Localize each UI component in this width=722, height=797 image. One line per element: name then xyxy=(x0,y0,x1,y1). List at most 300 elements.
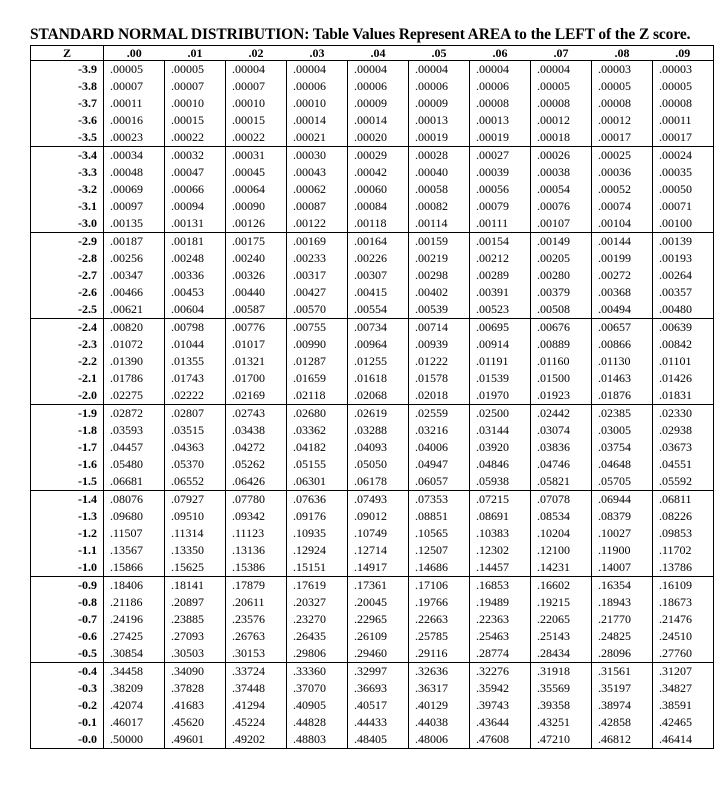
area-value-cell: .00889 xyxy=(531,336,592,353)
column-header: .04 xyxy=(348,46,409,61)
area-value-cell: .10204 xyxy=(531,525,592,542)
area-value-cell: .04846 xyxy=(470,456,531,473)
area-value-cell: .00043 xyxy=(287,164,348,181)
z-score-cell: -2.6 xyxy=(31,284,104,301)
area-value-cell: .01786 xyxy=(110,371,143,385)
table-row xyxy=(31,267,714,284)
area-value-cell: .43644 xyxy=(470,714,531,731)
area-value-cell: .05262 xyxy=(226,456,287,473)
area-value-cell: .27760 xyxy=(653,645,714,663)
area-value-cell: .00060 xyxy=(348,181,409,198)
area-value-cell: .00025 xyxy=(592,147,653,165)
area-value-cell: .04272 xyxy=(226,439,287,456)
area-value-cell: .47210 xyxy=(531,731,592,749)
area-value-cell: .03515 xyxy=(165,422,226,439)
area-value-cell: .32997 xyxy=(348,663,409,681)
area-value-cell: .18673 xyxy=(653,594,714,611)
area-value-cell: .11900 xyxy=(592,542,653,559)
area-value-cell: .00010 xyxy=(165,95,226,112)
area-value-cell: .08851 xyxy=(409,508,470,525)
area-value-cell: .01101 xyxy=(653,353,714,370)
area-value-cell: .01831 xyxy=(653,387,714,405)
area-value-cell: .40129 xyxy=(409,697,470,714)
area-value-cell: .28774 xyxy=(470,645,531,663)
area-value-cell: .22965 xyxy=(348,611,409,628)
table-row xyxy=(31,405,714,423)
area-value-cell: .00007 xyxy=(226,78,287,95)
area-value-cell: .00014 xyxy=(348,112,409,129)
column-header: .05 xyxy=(409,46,470,61)
z-score-cell: -1.4 xyxy=(31,491,104,509)
z-score-cell: -2.5 xyxy=(31,301,104,319)
area-value-cell: .46812 xyxy=(592,731,653,749)
area-value-cell: .38591 xyxy=(653,697,714,714)
area-value-cell: .01287 xyxy=(287,353,348,370)
area-value-cell: .00264 xyxy=(653,267,714,284)
area-value-cell: .02275 xyxy=(104,387,165,405)
area-value-cell: .02222 xyxy=(165,387,226,405)
z-score-cell: -0.9 xyxy=(31,577,104,595)
area-value-cell: .32276 xyxy=(470,663,531,681)
table-row xyxy=(31,439,714,456)
area-value-cell: .00024 xyxy=(653,147,714,165)
table-row xyxy=(31,181,714,198)
area-value-cell: .14231 xyxy=(531,559,592,577)
area-value-cell: .00154 xyxy=(470,233,531,251)
area-value-cell: .00776 xyxy=(226,319,287,337)
area-value-cell: .00939 xyxy=(409,336,470,353)
area-value-cell: .00440 xyxy=(226,284,287,301)
area-value-cell: .14917 xyxy=(348,559,409,577)
z-score-cell: -0.4 xyxy=(31,663,104,681)
area-value-cell: .00135 xyxy=(104,215,165,233)
area-value-cell: .00604 xyxy=(165,301,226,319)
area-value-cell: .13350 xyxy=(165,542,226,559)
z-score-cell: -2.1 xyxy=(31,370,104,387)
area-value-cell: .37828 xyxy=(165,680,226,697)
area-value-cell: .01130 xyxy=(592,353,653,370)
z-score-cell: -2.2 xyxy=(31,353,104,370)
table-row xyxy=(31,61,714,79)
table-row xyxy=(31,215,714,233)
area-value-cell: .41683 xyxy=(165,697,226,714)
area-value-cell: .05050 xyxy=(348,456,409,473)
area-value-cell: .00022 xyxy=(165,129,226,147)
area-value-cell: .49202 xyxy=(226,731,287,749)
area-value-cell: .45224 xyxy=(226,714,287,731)
area-value-cell: .16109 xyxy=(653,577,714,595)
area-value-cell: .00014 xyxy=(287,112,348,129)
area-value-cell: .01160 xyxy=(531,353,592,370)
table-row xyxy=(31,370,714,387)
area-value-cell: .11702 xyxy=(653,542,714,559)
area-value-cell: .47608 xyxy=(470,731,531,749)
area-value-cell: .13786 xyxy=(653,559,714,577)
area-value-cell: .03074 xyxy=(531,422,592,439)
column-header: .00 xyxy=(104,46,165,61)
area-value-cell: .01618 xyxy=(348,370,409,387)
area-value-cell: .04746 xyxy=(531,456,592,473)
area-value-cell: .00015 xyxy=(165,112,226,129)
area-value-cell: .08534 xyxy=(531,508,592,525)
area-value-cell: .01222 xyxy=(409,353,470,370)
area-value-cell: .04457 xyxy=(110,440,143,454)
area-value-cell: .00554 xyxy=(348,301,409,319)
area-value-cell: .07215 xyxy=(470,491,531,509)
area-value-cell: .00040 xyxy=(409,164,470,181)
table-row xyxy=(31,697,714,714)
table-row xyxy=(31,387,714,405)
area-value-cell: .09012 xyxy=(348,508,409,525)
z-score-cell: -3.6 xyxy=(31,112,104,129)
area-value-cell: .00539 xyxy=(409,301,470,319)
area-value-cell: .00031 xyxy=(226,147,287,165)
area-value-cell: .19215 xyxy=(531,594,592,611)
area-value-cell: .00280 xyxy=(531,267,592,284)
area-value-cell: .02619 xyxy=(348,405,409,423)
area-value-cell: .02018 xyxy=(409,387,470,405)
area-value-cell: .01743 xyxy=(165,370,226,387)
area-value-cell: .00011 xyxy=(110,96,143,110)
area-value-cell: .01426 xyxy=(653,370,714,387)
area-value-cell: .00004 xyxy=(226,61,287,79)
z-score-cell: -0.1 xyxy=(31,714,104,731)
area-value-cell: .00008 xyxy=(653,95,714,112)
area-value-cell: .25143 xyxy=(531,628,592,645)
table-row xyxy=(31,525,714,542)
area-value-cell: .00015 xyxy=(226,112,287,129)
area-value-cell: .00494 xyxy=(592,301,653,319)
table-row xyxy=(31,577,714,595)
area-value-cell: .00018 xyxy=(531,129,592,147)
z-score-cell: -3.9 xyxy=(31,61,104,79)
area-value-cell: .00020 xyxy=(348,129,409,147)
area-value-cell: .50000 xyxy=(104,731,165,749)
area-value-cell: .00175 xyxy=(226,233,287,251)
area-value-cell: .27425 xyxy=(110,629,143,643)
area-value-cell: .03593 xyxy=(110,423,143,437)
z-score-cell: -0.5 xyxy=(31,645,104,663)
z-score-cell: -2.9 xyxy=(31,233,104,251)
table-row xyxy=(31,456,714,473)
table-row xyxy=(31,353,714,370)
area-value-cell: .15151 xyxy=(287,559,348,577)
area-value-cell: .31561 xyxy=(592,663,653,681)
area-value-cell: .18943 xyxy=(592,594,653,611)
table-body xyxy=(31,61,714,749)
area-value-cell: .16602 xyxy=(531,577,592,595)
area-value-cell: .22363 xyxy=(470,611,531,628)
area-value-cell: .00097 xyxy=(110,199,143,213)
area-value-cell: .16853 xyxy=(470,577,531,595)
area-value-cell: .05938 xyxy=(470,473,531,491)
z-score-cell: -0.8 xyxy=(31,594,104,611)
area-value-cell: .35569 xyxy=(531,680,592,697)
table-row xyxy=(31,714,714,731)
area-value-cell: .28096 xyxy=(592,645,653,663)
area-value-cell: .00181 xyxy=(165,233,226,251)
area-value-cell: .00034 xyxy=(110,148,143,162)
area-value-cell: .10565 xyxy=(409,525,470,542)
area-value-cell: .07780 xyxy=(226,491,287,509)
area-value-cell: .34827 xyxy=(653,680,714,697)
area-value-cell: .00379 xyxy=(531,284,592,301)
area-value-cell: .01191 xyxy=(470,353,531,370)
area-value-cell: .01500 xyxy=(531,370,592,387)
area-value-cell: .00062 xyxy=(287,181,348,198)
z-score-cell: -2.4 xyxy=(31,319,104,337)
area-value-cell: .00368 xyxy=(592,284,653,301)
table-row xyxy=(31,422,714,439)
area-value-cell: .00126 xyxy=(226,215,287,233)
area-value-cell: .10935 xyxy=(287,525,348,542)
table-row xyxy=(31,336,714,353)
area-value-cell: .04648 xyxy=(592,456,653,473)
area-value-cell: .03836 xyxy=(531,439,592,456)
area-value-cell: .14457 xyxy=(470,559,531,577)
area-value-cell: .00914 xyxy=(470,336,531,353)
area-value-cell: .00038 xyxy=(531,164,592,181)
table-row xyxy=(31,491,714,509)
area-value-cell: .31207 xyxy=(653,663,714,681)
area-value-cell: .03144 xyxy=(470,422,531,439)
area-value-cell: .12302 xyxy=(470,542,531,559)
area-value-cell: .00045 xyxy=(226,164,287,181)
area-value-cell: .00035 xyxy=(653,164,714,181)
area-value-cell: .00005 xyxy=(110,62,143,76)
area-value-cell: .00029 xyxy=(348,147,409,165)
area-value-cell: .05592 xyxy=(653,473,714,491)
area-value-cell: .15386 xyxy=(226,559,287,577)
area-value-cell: .00022 xyxy=(226,129,287,147)
z-column-header: Z xyxy=(31,46,104,61)
area-value-cell: .22065 xyxy=(531,611,592,628)
area-value-cell: .16354 xyxy=(592,577,653,595)
area-value-cell: .26763 xyxy=(226,628,287,645)
area-value-cell: .22663 xyxy=(409,611,470,628)
area-value-cell: .31918 xyxy=(531,663,592,681)
area-value-cell: .00587 xyxy=(226,301,287,319)
column-header: .01 xyxy=(165,46,226,61)
area-value-cell: .03362 xyxy=(287,422,348,439)
area-value-cell: .23885 xyxy=(165,611,226,628)
area-value-cell: .21186 xyxy=(110,595,143,609)
area-value-cell: .00017 xyxy=(592,129,653,147)
area-value-cell: .00074 xyxy=(592,198,653,215)
area-value-cell: .02169 xyxy=(226,387,287,405)
area-value-cell: .09680 xyxy=(110,509,143,523)
area-value-cell: .01539 xyxy=(470,370,531,387)
area-value-cell: .41294 xyxy=(226,697,287,714)
area-value-cell: .05480 xyxy=(110,457,143,471)
area-value-cell: .00256 xyxy=(110,251,143,265)
area-value-cell: .00336 xyxy=(165,267,226,284)
area-value-cell: .00144 xyxy=(592,233,653,251)
area-value-cell: .02807 xyxy=(165,405,226,423)
area-value-cell: .00006 xyxy=(409,78,470,95)
area-value-cell: .00164 xyxy=(348,233,409,251)
area-value-cell: .17106 xyxy=(409,577,470,595)
area-value-cell: .00402 xyxy=(409,284,470,301)
table-row xyxy=(31,645,714,663)
table-row xyxy=(31,680,714,697)
z-score-cell: -3.0 xyxy=(31,215,104,233)
column-header: .03 xyxy=(287,46,348,61)
area-value-cell: .00205 xyxy=(531,250,592,267)
area-value-cell: .00011 xyxy=(653,112,714,129)
z-score-cell: -3.7 xyxy=(31,95,104,112)
area-value-cell: .18141 xyxy=(165,577,226,595)
area-value-cell: .34458 xyxy=(110,664,143,678)
area-value-cell: .00090 xyxy=(226,198,287,215)
area-value-cell: .07493 xyxy=(348,491,409,509)
area-value-cell: .00734 xyxy=(348,319,409,337)
area-value-cell: .14007 xyxy=(592,559,653,577)
area-value-cell: .04947 xyxy=(409,456,470,473)
area-value-cell: .09176 xyxy=(287,508,348,525)
area-value-cell: .36317 xyxy=(409,680,470,697)
area-value-cell: .00866 xyxy=(592,336,653,353)
area-value-cell: .00028 xyxy=(409,147,470,165)
area-value-cell: .01970 xyxy=(470,387,531,405)
area-value-cell: .05155 xyxy=(287,456,348,473)
area-value-cell: .01659 xyxy=(287,370,348,387)
area-value-cell: .00082 xyxy=(409,198,470,215)
area-value-cell: .00326 xyxy=(226,267,287,284)
area-value-cell: .02680 xyxy=(287,405,348,423)
area-value-cell: .00004 xyxy=(287,61,348,79)
area-value-cell: .00079 xyxy=(470,198,531,215)
z-score-table xyxy=(30,45,714,749)
area-value-cell: .25463 xyxy=(470,628,531,645)
area-value-cell: .01876 xyxy=(592,387,653,405)
area-value-cell: .02559 xyxy=(409,405,470,423)
area-value-cell: .02118 xyxy=(287,387,348,405)
area-value-cell: .07636 xyxy=(287,491,348,509)
area-value-cell: .00056 xyxy=(470,181,531,198)
area-value-cell: .00013 xyxy=(470,112,531,129)
area-value-cell: .00071 xyxy=(653,198,714,215)
table-row xyxy=(31,473,714,491)
area-value-cell: .00480 xyxy=(653,301,714,319)
area-value-cell: .00111 xyxy=(470,215,531,233)
column-header: .02 xyxy=(226,46,287,61)
table-row xyxy=(31,301,714,319)
area-value-cell: .02330 xyxy=(653,405,714,423)
area-value-cell: .00007 xyxy=(110,79,143,93)
area-value-cell: .00026 xyxy=(531,147,592,165)
area-value-cell: .46414 xyxy=(653,731,714,749)
area-value-cell: .00226 xyxy=(348,250,409,267)
area-value-cell: .39743 xyxy=(470,697,531,714)
area-value-cell: .00149 xyxy=(531,233,592,251)
table-row xyxy=(31,147,714,165)
area-value-cell: .00087 xyxy=(287,198,348,215)
area-value-cell: .09853 xyxy=(653,525,714,542)
area-value-cell: .01255 xyxy=(348,353,409,370)
area-value-cell: .00199 xyxy=(592,250,653,267)
area-value-cell: .20045 xyxy=(348,594,409,611)
area-value-cell: .00008 xyxy=(592,95,653,112)
area-value-cell: .00114 xyxy=(409,215,470,233)
area-value-cell: .30153 xyxy=(226,645,287,663)
area-value-cell: .00391 xyxy=(470,284,531,301)
area-value-cell: .12507 xyxy=(409,542,470,559)
area-value-cell: .24825 xyxy=(592,628,653,645)
area-value-cell: .06301 xyxy=(287,473,348,491)
area-value-cell: .27093 xyxy=(165,628,226,645)
area-value-cell: .45620 xyxy=(165,714,226,731)
area-value-cell: .06426 xyxy=(226,473,287,491)
area-value-cell: .00122 xyxy=(287,215,348,233)
area-value-cell: .43251 xyxy=(531,714,592,731)
area-value-cell: .17619 xyxy=(287,577,348,595)
area-value-cell: .00964 xyxy=(348,336,409,353)
area-value-cell: .00159 xyxy=(409,233,470,251)
area-value-cell: .07078 xyxy=(531,491,592,509)
area-value-cell: .00755 xyxy=(287,319,348,337)
area-value-cell: .09342 xyxy=(226,508,287,525)
area-value-cell: .06811 xyxy=(653,491,714,509)
area-value-cell: .00066 xyxy=(165,181,226,198)
area-value-cell: .00427 xyxy=(287,284,348,301)
area-value-cell: .02068 xyxy=(348,387,409,405)
area-value-cell: .00131 xyxy=(165,215,226,233)
z-score-cell: -1.5 xyxy=(31,473,104,491)
area-value-cell: .00047 xyxy=(165,164,226,181)
area-value-cell: .20327 xyxy=(287,594,348,611)
area-value-cell: .00012 xyxy=(531,112,592,129)
area-value-cell: .17879 xyxy=(226,577,287,595)
area-value-cell: .04182 xyxy=(287,439,348,456)
area-value-cell: .00820 xyxy=(110,320,143,334)
table-row xyxy=(31,508,714,525)
area-value-cell: .00307 xyxy=(348,267,409,284)
table-row xyxy=(31,95,714,112)
z-score-cell: -2.3 xyxy=(31,336,104,353)
area-value-cell: .00069 xyxy=(110,182,143,196)
area-value-cell: .00107 xyxy=(531,215,592,233)
area-value-cell: .26435 xyxy=(287,628,348,645)
area-value-cell: .01578 xyxy=(409,370,470,387)
area-value-cell: .00100 xyxy=(653,215,714,233)
area-value-cell: .42465 xyxy=(653,714,714,731)
z-score-cell: -1.1 xyxy=(31,542,104,559)
area-value-cell: .00187 xyxy=(110,234,143,248)
area-value-cell: .10383 xyxy=(470,525,531,542)
area-value-cell: .48006 xyxy=(409,731,470,749)
area-value-cell: .00523 xyxy=(470,301,531,319)
area-value-cell: .14686 xyxy=(409,559,470,577)
area-value-cell: .00798 xyxy=(165,319,226,337)
area-value-cell: .00193 xyxy=(653,250,714,267)
z-score-cell: -3.8 xyxy=(31,78,104,95)
area-value-cell: .38974 xyxy=(592,697,653,714)
area-value-cell: .00012 xyxy=(592,112,653,129)
area-value-cell: .29460 xyxy=(348,645,409,663)
area-value-cell: .38209 xyxy=(110,681,143,695)
area-value-cell: .33724 xyxy=(226,663,287,681)
area-value-cell: .36693 xyxy=(348,680,409,697)
area-value-cell: .33360 xyxy=(287,663,348,681)
area-value-cell: .25785 xyxy=(409,628,470,645)
area-value-cell: .00005 xyxy=(531,78,592,95)
area-value-cell: .11507 xyxy=(110,526,143,540)
area-value-cell: .04006 xyxy=(409,439,470,456)
z-score-cell: -1.2 xyxy=(31,525,104,542)
area-value-cell: .00009 xyxy=(348,95,409,112)
area-value-cell: .00508 xyxy=(531,301,592,319)
